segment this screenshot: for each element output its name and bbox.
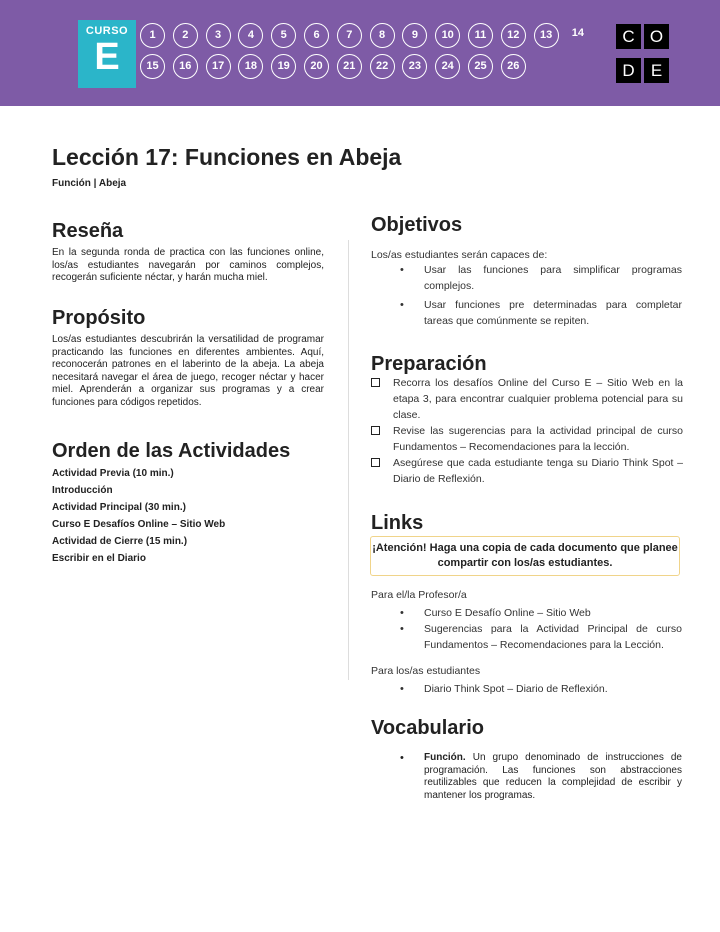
link-item[interactable]: • Sugerencias para la Actividad Principal de curso Fundamentos – Recomendaciones para la Lección. [400,621,682,653]
lesson-number-button[interactable]: 17 [206,54,231,79]
code-logo-letter: D [616,58,641,83]
lesson-number-button[interactable]: 19 [271,54,296,79]
lesson-number-button[interactable]: 10 [435,23,460,48]
checkbox-icon [371,458,380,467]
lesson-number-button[interactable]: 8 [370,23,395,48]
student-links [400,681,682,700]
vocab-definition: Un grupo denominado de instrucciones de programación. Las funciones son abstracciones reutilizables que reducen la complejidad de escribir y mantener los programas. [424,752,682,801]
lesson-number-button[interactable]: 6 [304,23,329,48]
objetivos-heading: Objetivos [371,214,463,236]
list-item: • Usar funciones pre determinadas para completar tareas que comúnmente se repiten. [400,297,682,329]
lesson-number-button[interactable]: 3 [206,23,231,48]
checklist-text: Asegúrese que cada estudiante tenga su Diario Think Spot – Diario de Reflexión. [393,457,683,485]
page-title: Lección 17: Funciones en Abeja [52,144,402,170]
teacher-links [400,605,682,656]
lesson-number-button[interactable]: 1 [140,23,165,48]
orden-heading: Orden de las Actividades [52,440,291,462]
lesson-number-button[interactable]: 12 [501,23,526,48]
lesson-number-button[interactable]: 22 [370,54,395,79]
checklist-item [371,423,683,455]
lesson-number-button[interactable]: 4 [238,23,263,48]
resena-heading: Reseña [52,220,124,242]
lesson-number-button[interactable]: 23 [402,54,427,79]
lesson-number-button[interactable]: 14 [571,27,585,39]
vocabulario-heading: Vocabulario [371,717,484,739]
preparacion-heading: Preparación [371,353,487,375]
link-item[interactable]: • Diario Think Spot – Diario de Reflexión. [400,681,682,697]
lesson-number-button[interactable]: 20 [304,54,329,79]
proposito-heading: Propósito [52,307,146,329]
lesson-number-button[interactable]: 2 [173,23,198,48]
lesson-number-button[interactable]: 16 [173,54,198,79]
checkbox-icon [371,378,380,387]
lesson-number-button[interactable]: 9 [402,23,427,48]
lesson-number-button[interactable]: 7 [337,23,362,48]
preparacion-list [371,375,683,487]
teacher-label: Para el/la Profesor/a [371,589,467,601]
activity-item: Curso E Desafíos Online – Sitio Web [52,519,226,530]
lesson-number-button[interactable]: 25 [468,54,493,79]
link-item[interactable]: • Curso E Desafío Online – Sitio Web [400,605,682,621]
checklist-item [371,455,683,487]
attention-box: ¡Atención! Haga una copia de cada documento que planee compartir con los/as estudiantes. [370,536,680,576]
lesson-number-button[interactable]: 11 [468,23,493,48]
activity-item: Escribir en el Diario [52,553,146,564]
lesson-number-button[interactable]: 24 [435,54,460,79]
course-badge[interactable] [78,20,136,88]
list-item: • Usar las funciones para simplificar programas complejos. [400,262,682,294]
course-letter: E [94,36,120,78]
vocab-term: Función. [424,752,466,763]
links-heading: Links [371,512,424,534]
lesson-number-button[interactable]: 26 [501,54,526,79]
objetivos-list [400,262,682,332]
resena-text: En la segunda ronda de practica con las funciones online, los/as estudiantes navegarán por caminos complejos, recogerán suficiente néctar, y harán mucha miel. [52,247,324,283]
checklist-item [371,375,683,423]
checklist-text: Recorra los desafíos Online del Curso E – Sitio Web en la etapa 3, para encontrar cualquier problema potencial para su clase. [393,377,683,421]
lesson-number-button[interactable]: 18 [238,54,263,79]
lesson-number-button[interactable]: 15 [140,54,165,79]
code-logo-letter: C [616,24,641,49]
code-logo-letter: E [644,58,669,83]
checkbox-icon [371,426,380,435]
student-label: Para los/as estudiantes [371,665,481,677]
code-logo-letter: O [644,24,669,49]
column-divider [348,240,349,680]
proposito-text: Los/as estudiantes descubrirán la versatilidad de programar practicando las funciones en diferentes ambientes. Aquí, reconocerán patrones en el laberinto de la abeja. La abeja necesitará navegar el área de juego, recoger néctar y hacer miel. Aprenderán a organizar sus programas y a crear funciones para códigos repetidos. [52,334,324,408]
lesson-number-button[interactable]: 13 [534,23,559,48]
course-label: CURSO [85,25,129,37]
activity-item: Actividad Previa (10 min.) [52,468,174,479]
header-banner [0,0,720,106]
lesson-number-button[interactable]: 5 [271,23,296,48]
vocab-item [400,752,682,802]
lesson-number-button[interactable]: 21 [337,54,362,79]
page-subtitle: Función | Abeja [52,178,127,189]
activity-item: Actividad de Cierre (15 min.) [52,536,188,547]
activity-item: Actividad Principal (30 min.) [52,502,186,513]
activity-item: Introducción [52,485,113,496]
objetivos-intro: Los/as estudiantes serán capaces de: [371,249,548,261]
checklist-text: Revise las sugerencias para la actividad principal de curso Fundamentos – Recomendaciones para la lección. [393,425,683,453]
